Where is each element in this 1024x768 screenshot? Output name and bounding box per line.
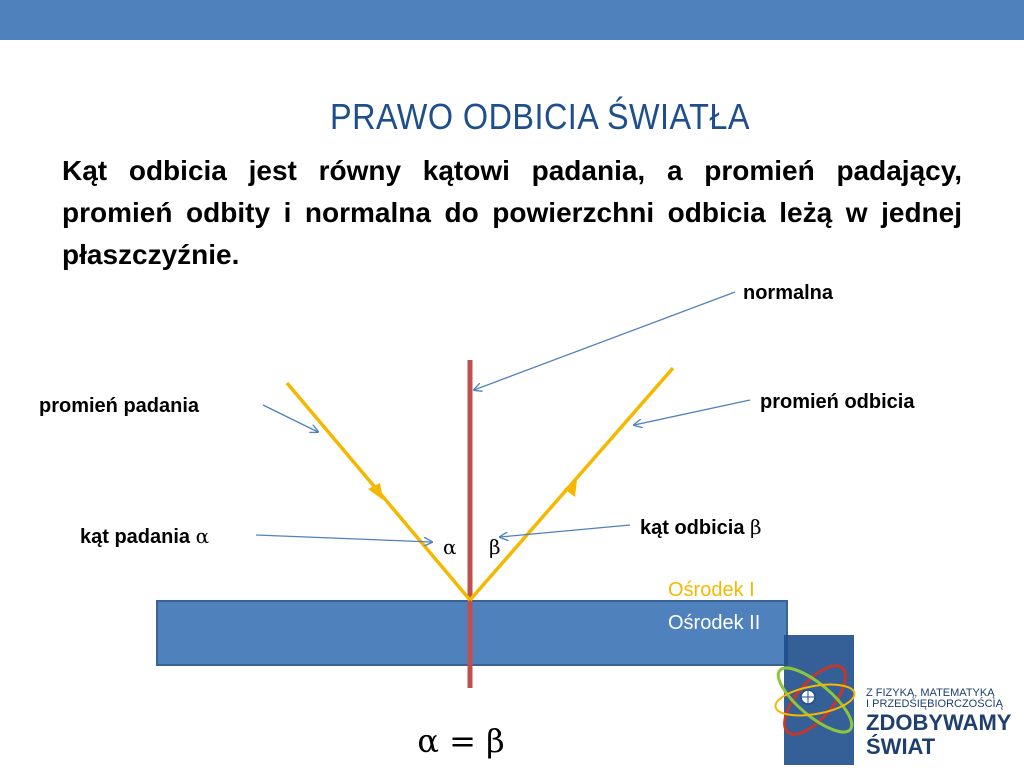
reflection-angle-label-text: kąt odbicia [640,517,745,539]
logo-name-1: ZDOBYWAMY [866,710,1012,735]
logo-text [866,688,1011,758]
reflected-ray-label: promień odbicia [760,391,915,413]
logo-name-2: ŚWIAT [866,734,936,759]
incidence-angle-pointer [256,535,432,542]
incident-ray-label: promień padania [39,395,200,417]
reflection-angle-pointer [500,525,630,537]
slide-title: PRAWO ODBICIA ŚWIATŁA [330,96,750,137]
logo-subtitle-2: I PRZEDSIĘBIORCZOŚCIĄ [866,698,1003,710]
medium-1-label: Ośrodek I [668,579,755,601]
reflection-angle-symbol: β [750,515,762,539]
incidence-angle-label [80,524,209,549]
slide-body-text: Kąt odbicia jest równy kątowi padania, a promień padający, promień odbity i normalna do powierzchni odbicia leżą w jednej płaszczyźnie. [62,155,962,270]
medium-2-label: Ośrodek II [668,612,761,634]
incidence-angle-label-text: kąt padania [80,526,191,548]
normal-pointer [474,292,735,390]
equation-alpha-equals-beta: α = β [417,722,505,760]
normal-label: normalna [743,282,834,304]
reflection-angle-label [640,515,762,540]
alpha-angle-mark: α [443,535,457,559]
reflected-ray-pointer [634,400,750,425]
logo-subtitle-1: Z FIZYKĄ, MATEMATYKĄ [866,687,995,699]
incident-ray-arrowhead [368,483,383,500]
beta-angle-mark: β [489,535,501,559]
incidence-angle-symbol: α [195,524,210,548]
